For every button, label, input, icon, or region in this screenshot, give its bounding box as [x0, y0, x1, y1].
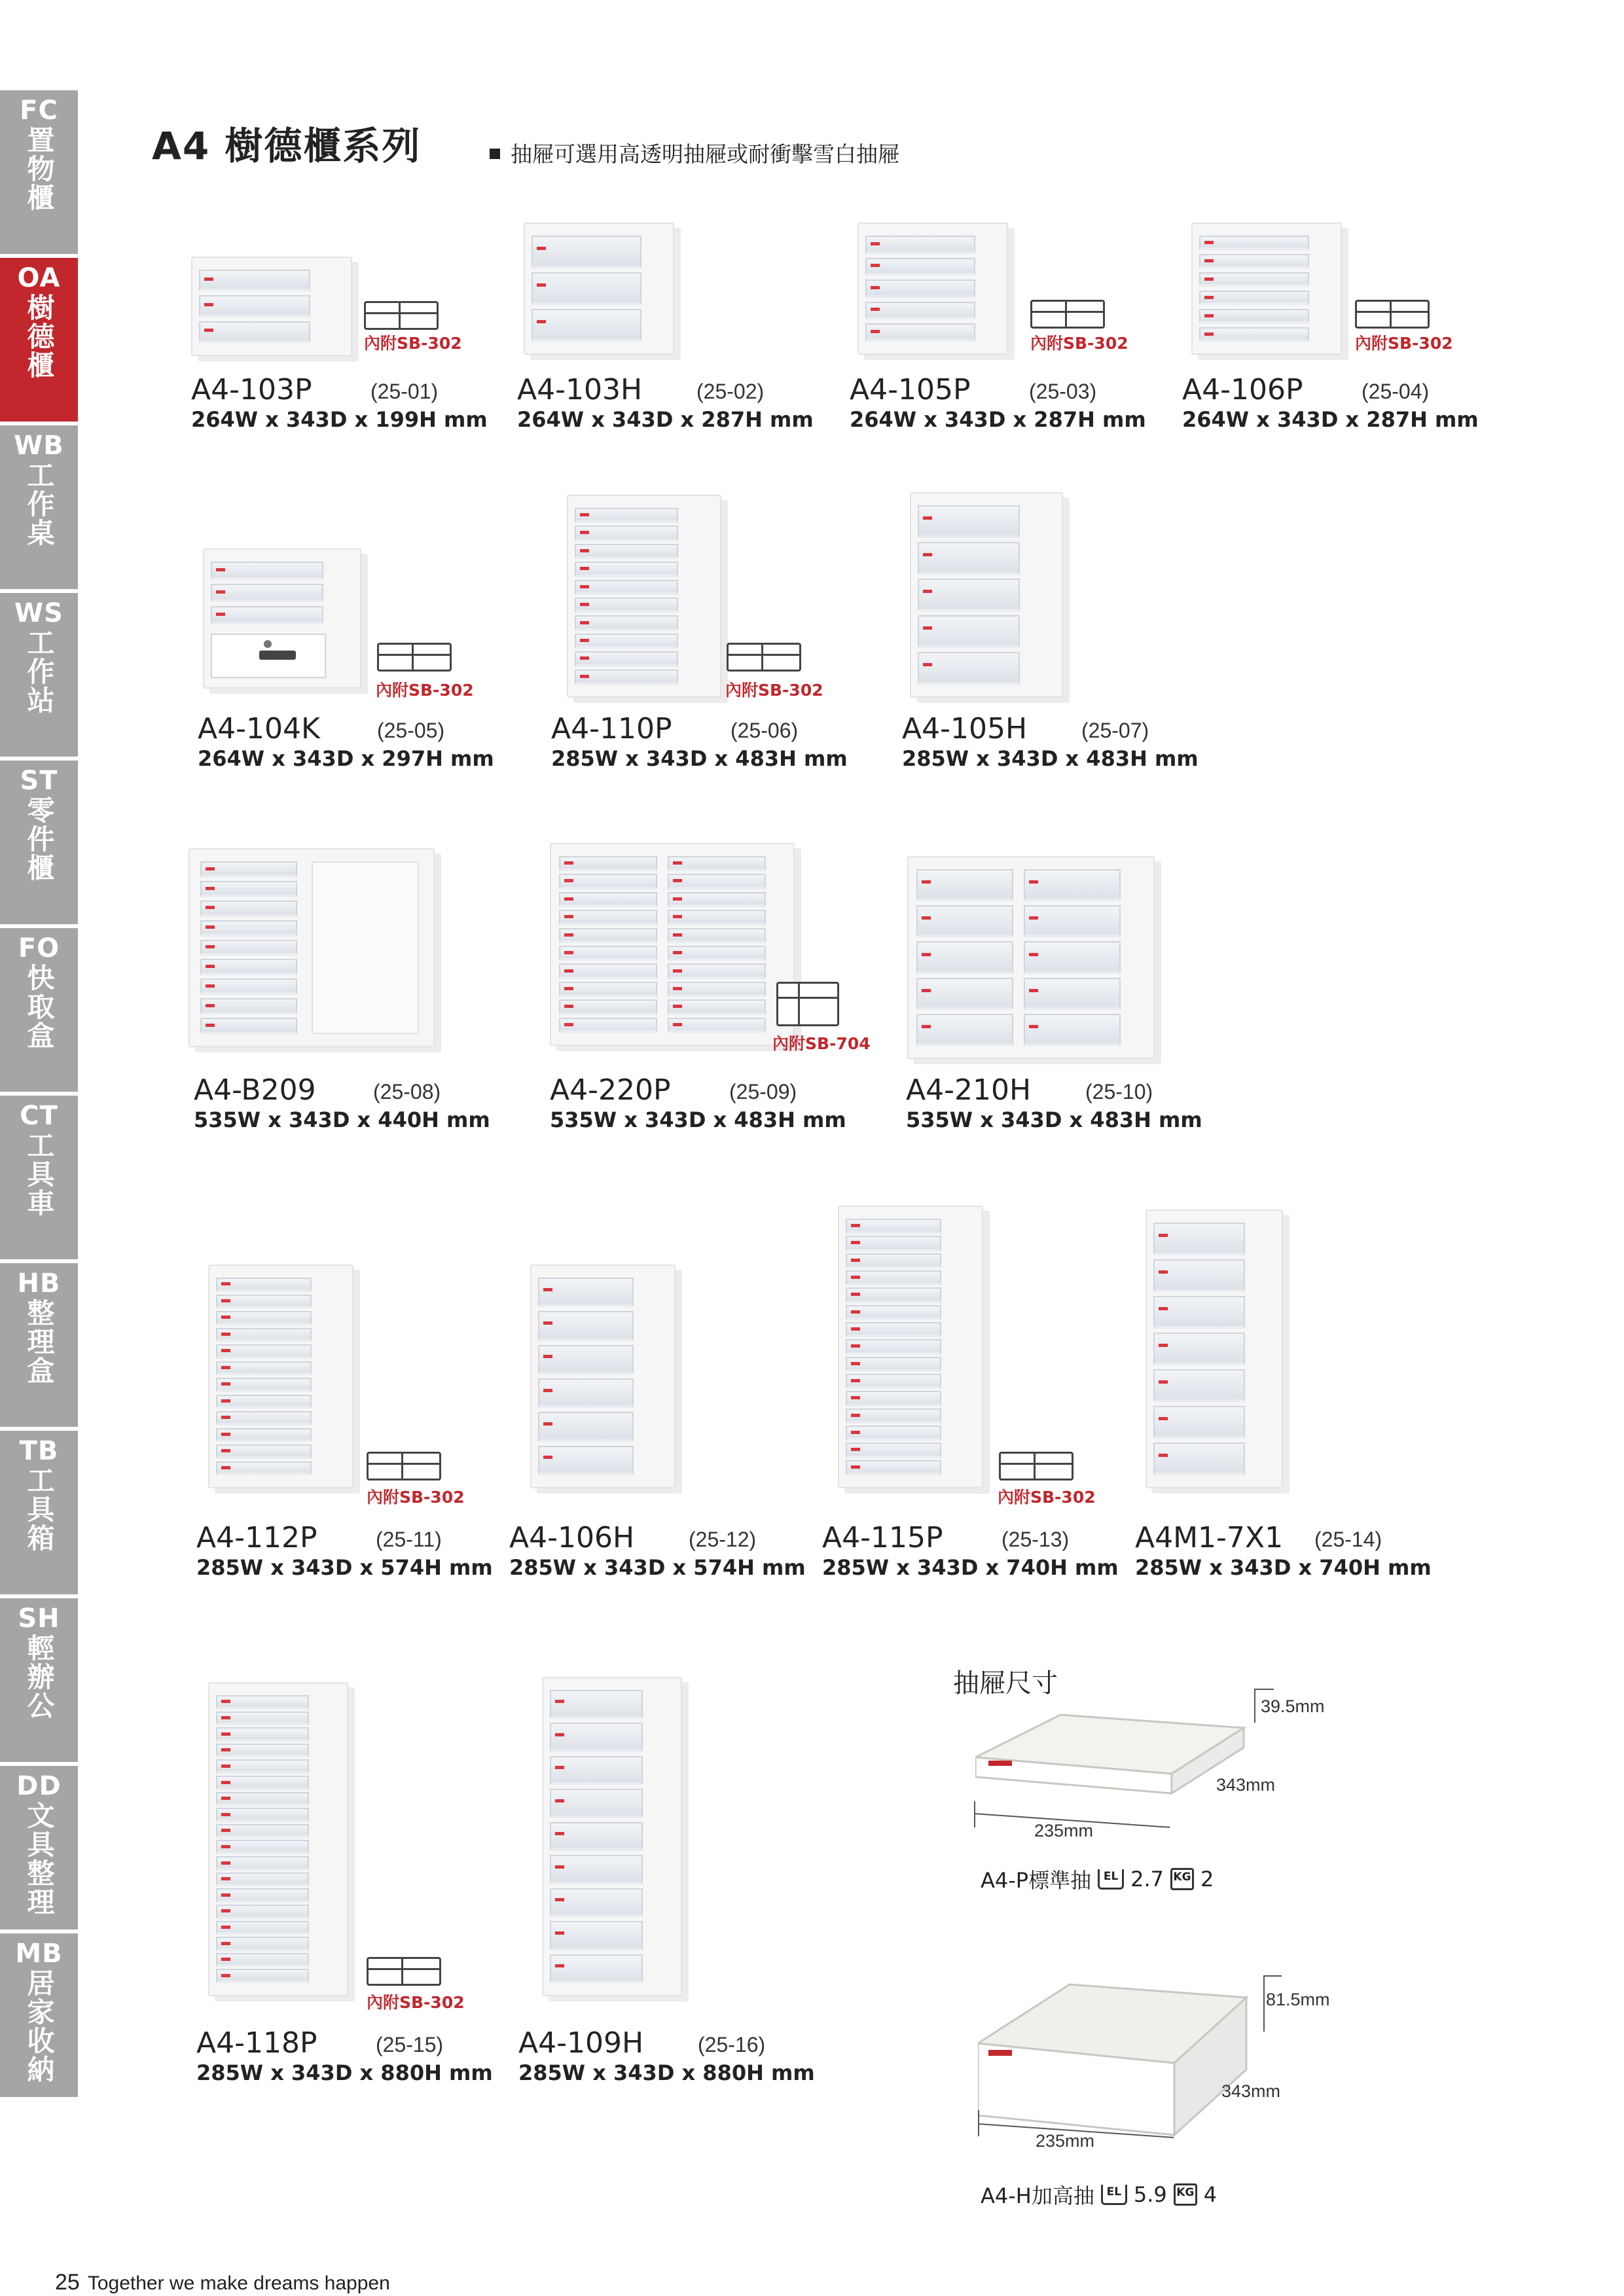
product-code: (25-05)	[377, 719, 445, 742]
tray-icon	[1030, 300, 1105, 329]
tab-code: SH	[18, 1604, 60, 1634]
page-subtitle	[490, 137, 899, 168]
tab-fo[interactable]	[0, 928, 78, 1096]
product-model: A4-210H	[906, 1073, 1032, 1107]
product-code: (25-04)	[1362, 380, 1430, 403]
tab-code: HB	[17, 1268, 61, 1299]
tab-name: 整理盒	[23, 1299, 56, 1385]
product-image-a4-110p	[567, 495, 721, 698]
tab-name: 零件櫃	[23, 796, 56, 882]
product-dimensions: 285W x 343D x 740H mm	[1135, 1555, 1432, 1580]
tab-oa[interactable]	[0, 258, 78, 425]
tab-fc[interactable]	[0, 90, 78, 258]
drawer-h-volume: 5.9	[1133, 2182, 1167, 2207]
accessory-label: 內附SB-302	[1030, 334, 1128, 353]
volume-icon: EL	[1098, 1869, 1124, 1890]
drawer-h-weight: 4	[1203, 2182, 1218, 2207]
tray-icon	[1355, 300, 1430, 329]
product-code: (25-02)	[696, 380, 765, 403]
drawer-h-height: 81.5mm	[1266, 1990, 1330, 2009]
accessory-label: 內附SB-302	[998, 1488, 1096, 1507]
drawer-h-illustration	[978, 1958, 1266, 2148]
product-code: (25-07)	[1081, 719, 1149, 742]
volume-icon: EL	[1101, 2185, 1127, 2205]
tab-dd[interactable]	[0, 1766, 78, 1933]
product-image-a4-118p	[208, 1682, 348, 1996]
product-dimensions: 285W x 343D x 880H mm	[196, 2060, 493, 2085]
product-code: (25-09)	[729, 1080, 797, 1103]
tab-st[interactable]	[0, 761, 78, 928]
tab-sh[interactable]	[0, 1598, 78, 1766]
tab-wb[interactable]	[0, 425, 78, 593]
drawer-p-height: 39.5mm	[1261, 1696, 1325, 1716]
product-model: A4-106P	[1182, 373, 1303, 406]
accessory-label: 內附SB-704	[772, 1034, 871, 1053]
tab-code: WS	[14, 598, 63, 628]
tab-hb[interactable]	[0, 1263, 78, 1431]
product-code: (25-13)	[1001, 1528, 1070, 1551]
tab-code: MB	[15, 1939, 63, 1969]
product-image-a4m1-7x1	[1146, 1210, 1283, 1488]
product-model: A4M1-7X1	[1135, 1521, 1284, 1554]
tab-code: ST	[20, 766, 58, 796]
drawer-p-label: A4-P標準抽	[981, 1868, 1092, 1893]
product-image-a4-112p	[208, 1265, 353, 1488]
weight-icon: KG	[1174, 2183, 1197, 2206]
accessory-label: 內附SB-302	[364, 334, 462, 353]
product-model: A4-105H	[902, 712, 1028, 745]
product-model: A4-220P	[550, 1073, 671, 1107]
tab-name: 工作桌	[23, 461, 56, 547]
product-dimensions: 285W x 343D x 574H mm	[196, 1555, 493, 1580]
tab-name: 輕辦公	[23, 1634, 56, 1720]
tray-icon	[364, 301, 439, 330]
accessory-label: 內附SB-302	[367, 1488, 465, 1507]
product-code: (25-16)	[698, 2033, 766, 2056]
tab-name: 樹德櫃	[23, 293, 56, 380]
product-dimensions: 285W x 343D x 574H mm	[509, 1555, 806, 1580]
tab-code: CT	[20, 1101, 58, 1131]
tray-icon	[727, 643, 801, 672]
tab-name: 居家收納	[23, 1969, 56, 2084]
tray-icon	[377, 643, 452, 672]
product-model: A4-105P	[850, 373, 971, 406]
page-number: 25	[55, 2270, 80, 2295]
product-model: A4-110P	[551, 712, 672, 745]
tab-name: 工具車	[23, 1131, 56, 1217]
dimension-line	[974, 1801, 975, 1827]
product-model: A4-B209	[194, 1073, 316, 1107]
product-image-a4-104k	[203, 548, 361, 689]
tab-tb[interactable]	[0, 1431, 78, 1598]
dimension-line	[978, 2110, 979, 2136]
product-code: (25-06)	[731, 719, 799, 742]
product-image-a4-220p	[550, 843, 795, 1046]
drawer-p-depth: 343mm	[1216, 1775, 1276, 1795]
drawer-p-illustration	[975, 1689, 1263, 1820]
product-model: A4-103H	[517, 373, 643, 406]
drawer-p-spec	[981, 1864, 1214, 1894]
product-model: A4-106H	[509, 1521, 635, 1554]
page-title: A4 樹德櫃系列	[152, 124, 422, 168]
dimension-line	[1263, 1975, 1282, 1977]
tray-icon	[367, 1452, 441, 1480]
product-code: (25-01)	[370, 380, 439, 403]
drawer-p-volume: 2.7	[1130, 1867, 1164, 1892]
product-dimensions: 535W x 343D x 483H mm	[906, 1107, 1202, 1132]
tab-code: FO	[18, 933, 60, 963]
dimension-line	[1254, 1689, 1274, 1690]
tab-name: 置物櫃	[23, 126, 56, 212]
product-model: A4-115P	[822, 1521, 943, 1554]
product-image-a4-105p	[857, 223, 1008, 355]
tab-mb[interactable]	[0, 1933, 78, 2101]
product-model: A4-118P	[196, 2026, 317, 2060]
drawer-h-spec	[981, 2179, 1217, 2210]
product-image-a4-210h	[907, 856, 1155, 1059]
product-model: A4-103P	[191, 373, 312, 406]
product-dimensions: 535W x 343D x 483H mm	[550, 1107, 846, 1132]
tab-ws[interactable]	[0, 593, 78, 761]
product-dimensions: 264W x 343D x 287H mm	[517, 407, 814, 432]
product-code: (25-12)	[689, 1528, 757, 1551]
product-dimensions: 264W x 343D x 287H mm	[1182, 407, 1479, 432]
subtitle-text: 抽屜可選用高透明抽屜或耐衝擊雪白抽屜	[511, 141, 899, 167]
product-image-a4-106p	[1191, 223, 1342, 355]
tab-code: FC	[20, 96, 58, 126]
product-image-a4-103p	[191, 257, 352, 356]
page-footer	[55, 2270, 390, 2295]
product-image-a4-106h	[530, 1265, 676, 1488]
drawer-h-depth: 343mm	[1221, 2081, 1281, 2101]
tab-code: OA	[17, 263, 61, 293]
accessory-label: 內附SB-302	[725, 681, 823, 700]
product-dimensions: 285W x 343D x 740H mm	[822, 1555, 1119, 1580]
tab-ct[interactable]	[0, 1096, 78, 1263]
product-code: (25-15)	[376, 2033, 444, 2056]
dimension-line	[1263, 1975, 1265, 2032]
product-code: (25-03)	[1029, 380, 1097, 403]
drawer-size-title: 抽屜尺寸	[953, 1668, 1058, 1698]
product-image-a4-109h	[542, 1677, 682, 1996]
product-code: (25-14)	[1314, 1528, 1382, 1551]
tab-name: 工具箱	[23, 1466, 56, 1552]
tray-icon	[367, 1957, 441, 1986]
drawer-h-width: 235mm	[1036, 2131, 1095, 2151]
product-image-a4-115p	[838, 1206, 983, 1488]
tab-name: 快取盒	[23, 963, 56, 1050]
tab-code: DD	[16, 1771, 62, 1801]
drawer-h-label: A4-H加高抽	[981, 2183, 1094, 2208]
product-dimensions: 264W x 343D x 287H mm	[850, 407, 1146, 432]
bullet-square-icon	[490, 149, 500, 159]
footer-slogan: Together we make dreams happen	[87, 2272, 390, 2294]
product-image-a4-105h	[910, 492, 1063, 698]
product-image-a4-103h	[524, 223, 674, 355]
tab-code: WB	[14, 431, 64, 461]
product-dimensions: 535W x 343D x 440H mm	[194, 1107, 490, 1132]
product-model: A4-109H	[518, 2026, 644, 2060]
product-code: (25-11)	[376, 1528, 442, 1551]
accessory-label: 內附SB-302	[1355, 334, 1453, 353]
tab-name: 工作站	[23, 628, 56, 715]
tab-name: 文具整理	[23, 1801, 56, 1916]
dimension-line	[1254, 1689, 1255, 1723]
product-code: (25-08)	[373, 1080, 441, 1103]
product-dimensions: 264W x 343D x 199H mm	[191, 407, 488, 432]
accessory-label: 內附SB-302	[376, 681, 474, 700]
product-code: (25-10)	[1085, 1080, 1153, 1103]
tab-code: TB	[19, 1436, 59, 1466]
product-dimensions: 285W x 343D x 483H mm	[551, 746, 848, 771]
product-model: A4-112P	[196, 1521, 317, 1554]
product-model: A4-104K	[198, 712, 320, 745]
tray-icon	[776, 982, 839, 1026]
product-dimensions: 285W x 343D x 483H mm	[902, 746, 1199, 771]
drawer-p-weight: 2	[1200, 1867, 1214, 1892]
accessory-label: 內附SB-302	[367, 1993, 465, 2012]
tray-icon	[999, 1452, 1074, 1480]
product-image-a4-b209	[189, 848, 435, 1047]
product-dimensions: 285W x 343D x 880H mm	[518, 2060, 815, 2085]
drawer-p-width: 235mm	[1034, 1821, 1094, 1840]
weight-icon: KG	[1170, 1868, 1194, 1890]
product-dimensions: 264W x 343D x 297H mm	[198, 746, 494, 771]
